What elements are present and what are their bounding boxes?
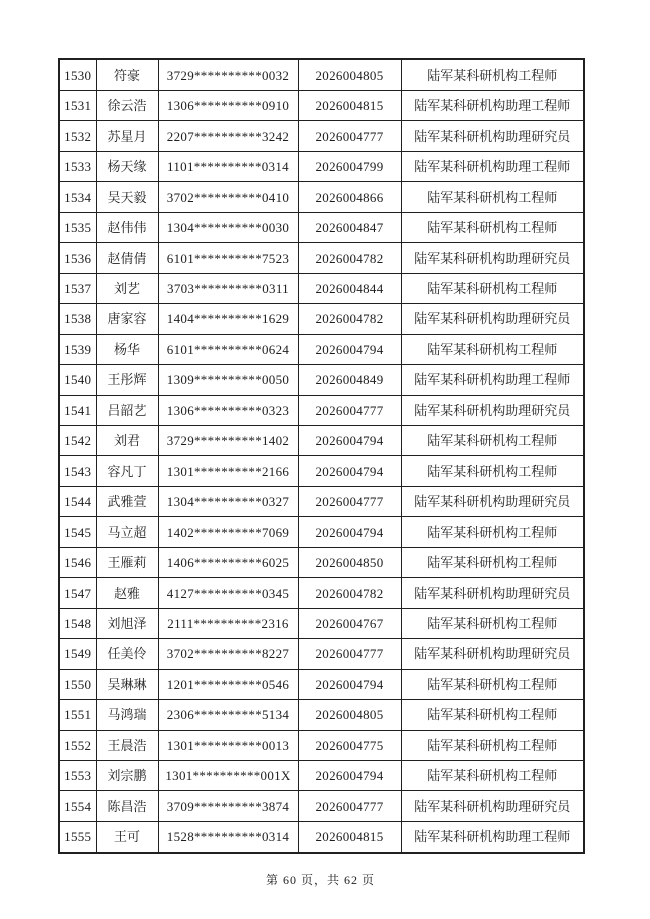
- cell-position: 陆军某科研机构助理工程师: [401, 365, 584, 395]
- cell-id-number: 1402**********7069: [158, 517, 298, 547]
- table-row: [59, 578, 584, 608]
- cell-id-number: 1201**********0546: [158, 669, 298, 699]
- cell-exam-code: 2026004849: [298, 365, 401, 395]
- cell-name: 吴天毅: [96, 182, 158, 212]
- cell-name: 王可: [96, 821, 158, 853]
- cell-row-number: 1538: [59, 304, 96, 334]
- cell-row-number: 1539: [59, 334, 96, 364]
- cell-row-number: 1549: [59, 639, 96, 669]
- cell-row-number: 1537: [59, 273, 96, 303]
- cell-row-number: 1552: [59, 730, 96, 760]
- cell-id-number: 1309**********0050: [158, 365, 298, 395]
- cell-id-number: 1304**********0327: [158, 486, 298, 516]
- cell-row-number: 1536: [59, 243, 96, 273]
- cell-name: 王雁莉: [96, 547, 158, 577]
- cell-row-number: 1531: [59, 91, 96, 121]
- cell-position: 陆军某科研机构工程师: [401, 730, 584, 760]
- table-row: [59, 151, 584, 181]
- cell-row-number: 1544: [59, 486, 96, 516]
- cell-name: 赵雅: [96, 578, 158, 608]
- cell-id-number: 3729**********1402: [158, 426, 298, 456]
- cell-id-number: 3729**********0032: [158, 59, 298, 91]
- cell-position: 陆军某科研机构助理研究员: [401, 486, 584, 516]
- cell-position: 陆军某科研机构助理研究员: [401, 121, 584, 151]
- cell-name: 马立超: [96, 517, 158, 547]
- cell-row-number: 1545: [59, 517, 96, 547]
- cell-exam-code: 2026004777: [298, 395, 401, 425]
- cell-name: 刘旭泽: [96, 608, 158, 638]
- cell-name: 吕韶艺: [96, 395, 158, 425]
- table-row: [59, 639, 584, 669]
- cell-name: 杨天缘: [96, 151, 158, 181]
- cell-exam-code: 2026004847: [298, 212, 401, 242]
- cell-position: 陆军某科研机构工程师: [401, 669, 584, 699]
- cell-id-number: 1301**********2166: [158, 456, 298, 486]
- cell-exam-code: 2026004805: [298, 59, 401, 91]
- cell-exam-code: 2026004794: [298, 456, 401, 486]
- table-row: [59, 821, 584, 853]
- personnel-roster-table: [58, 58, 585, 854]
- cell-id-number: 2306**********5134: [158, 700, 298, 730]
- cell-position: 陆军某科研机构工程师: [401, 761, 584, 791]
- cell-row-number: 1547: [59, 578, 96, 608]
- cell-id-number: 1306**********0323: [158, 395, 298, 425]
- cell-row-number: 1551: [59, 700, 96, 730]
- cell-position: 陆军某科研机构助理研究员: [401, 791, 584, 821]
- cell-name: 徐云浩: [96, 91, 158, 121]
- cell-position: 陆军某科研机构助理工程师: [401, 151, 584, 181]
- cell-position: 陆军某科研机构助理研究员: [401, 304, 584, 334]
- cell-exam-code: 2026004866: [298, 182, 401, 212]
- cell-name: 赵伟伟: [96, 212, 158, 242]
- cell-name: 苏星月: [96, 121, 158, 151]
- cell-exam-code: 2026004777: [298, 121, 401, 151]
- cell-position: 陆军某科研机构工程师: [401, 547, 584, 577]
- cell-row-number: 1535: [59, 212, 96, 242]
- cell-id-number: 1101**********0314: [158, 151, 298, 181]
- cell-id-number: 1301**********0013: [158, 730, 298, 760]
- cell-row-number: 1542: [59, 426, 96, 456]
- cell-name: 王晨浩: [96, 730, 158, 760]
- cell-row-number: 1548: [59, 608, 96, 638]
- table-row: [59, 273, 584, 303]
- table-row: [59, 121, 584, 151]
- roster-table-body: [59, 59, 584, 853]
- cell-position: 陆军某科研机构助理研究员: [401, 639, 584, 669]
- cell-position: 陆军某科研机构工程师: [401, 334, 584, 364]
- cell-name: 刘艺: [96, 273, 158, 303]
- cell-name: 吴琳琳: [96, 669, 158, 699]
- cell-row-number: 1534: [59, 182, 96, 212]
- cell-id-number: 6101**********7523: [158, 243, 298, 273]
- cell-position: 陆军某科研机构工程师: [401, 608, 584, 638]
- cell-position: 陆军某科研机构工程师: [401, 517, 584, 547]
- cell-exam-code: 2026004777: [298, 639, 401, 669]
- cell-name: 任美伶: [96, 639, 158, 669]
- cell-position: 陆军某科研机构工程师: [401, 700, 584, 730]
- cell-exam-code: 2026004794: [298, 761, 401, 791]
- table-row: [59, 791, 584, 821]
- cell-row-number: 1546: [59, 547, 96, 577]
- cell-row-number: 1553: [59, 761, 96, 791]
- cell-id-number: 3709**********3874: [158, 791, 298, 821]
- cell-exam-code: 2026004782: [298, 304, 401, 334]
- cell-name: 王彤辉: [96, 365, 158, 395]
- page-footer: 第 60 页，共 62 页: [265, 873, 375, 887]
- cell-position: 陆军某科研机构助理工程师: [401, 91, 584, 121]
- cell-exam-code: 2026004794: [298, 517, 401, 547]
- cell-exam-code: 2026004794: [298, 669, 401, 699]
- cell-row-number: 1530: [59, 59, 96, 91]
- table-row: [59, 669, 584, 699]
- cell-id-number: 1404**********1629: [158, 304, 298, 334]
- cell-id-number: 1304**********0030: [158, 212, 298, 242]
- cell-row-number: 1554: [59, 791, 96, 821]
- cell-row-number: 1550: [59, 669, 96, 699]
- table-row: [59, 700, 584, 730]
- cell-position: 陆军某科研机构工程师: [401, 59, 584, 91]
- cell-name: 容凡丁: [96, 456, 158, 486]
- cell-exam-code: 2026004815: [298, 91, 401, 121]
- cell-exam-code: 2026004777: [298, 791, 401, 821]
- table-row: [59, 608, 584, 638]
- table-row: [59, 243, 584, 273]
- table-row: [59, 547, 584, 577]
- cell-name: 武雅萱: [96, 486, 158, 516]
- cell-name: 马鸿瑞: [96, 700, 158, 730]
- cell-exam-code: 2026004794: [298, 334, 401, 364]
- cell-position: 陆军某科研机构工程师: [401, 212, 584, 242]
- cell-id-number: 3702**********0410: [158, 182, 298, 212]
- cell-exam-code: 2026004782: [298, 243, 401, 273]
- table-row: [59, 91, 584, 121]
- cell-position: 陆军某科研机构助理研究员: [401, 578, 584, 608]
- cell-row-number: 1543: [59, 456, 96, 486]
- cell-id-number: 3703**********0311: [158, 273, 298, 303]
- table-row: [59, 304, 584, 334]
- table-row: [59, 426, 584, 456]
- table-row: [59, 730, 584, 760]
- cell-exam-code: 2026004799: [298, 151, 401, 181]
- cell-row-number: 1533: [59, 151, 96, 181]
- table-row: [59, 182, 584, 212]
- table-row: [59, 456, 584, 486]
- cell-position: 陆军某科研机构工程师: [401, 273, 584, 303]
- cell-name: 陈昌浩: [96, 791, 158, 821]
- cell-position: 陆军某科研机构助理研究员: [401, 395, 584, 425]
- cell-row-number: 1555: [59, 821, 96, 853]
- cell-exam-code: 2026004850: [298, 547, 401, 577]
- table-row: [59, 59, 584, 91]
- cell-row-number: 1532: [59, 121, 96, 151]
- cell-id-number: 2207**********3242: [158, 121, 298, 151]
- cell-position: 陆军某科研机构工程师: [401, 426, 584, 456]
- cell-exam-code: 2026004775: [298, 730, 401, 760]
- cell-position: 陆军某科研机构工程师: [401, 456, 584, 486]
- cell-id-number: 3702**********8227: [158, 639, 298, 669]
- table-row: [59, 761, 584, 791]
- table-row: [59, 212, 584, 242]
- cell-position: 陆军某科研机构助理研究员: [401, 243, 584, 273]
- cell-name: 唐家容: [96, 304, 158, 334]
- cell-name: 符豪: [96, 59, 158, 91]
- cell-row-number: 1540: [59, 365, 96, 395]
- cell-row-number: 1541: [59, 395, 96, 425]
- cell-position: 陆军某科研机构助理工程师: [401, 821, 584, 853]
- cell-id-number: 1306**********0910: [158, 91, 298, 121]
- table-row: [59, 517, 584, 547]
- cell-exam-code: 2026004767: [298, 608, 401, 638]
- cell-exam-code: 2026004782: [298, 578, 401, 608]
- table-row: [59, 365, 584, 395]
- cell-name: 赵倩倩: [96, 243, 158, 273]
- cell-exam-code: 2026004777: [298, 486, 401, 516]
- cell-exam-code: 2026004805: [298, 700, 401, 730]
- cell-id-number: 1528**********0314: [158, 821, 298, 853]
- cell-name: 刘宗鹏: [96, 761, 158, 791]
- cell-name: 杨华: [96, 334, 158, 364]
- table-row: [59, 486, 584, 516]
- table-row: [59, 395, 584, 425]
- cell-exam-code: 2026004815: [298, 821, 401, 853]
- cell-id-number: 6101**********0624: [158, 334, 298, 364]
- cell-exam-code: 2026004794: [298, 426, 401, 456]
- cell-id-number: 4127**********0345: [158, 578, 298, 608]
- cell-position: 陆军某科研机构工程师: [401, 182, 584, 212]
- cell-id-number: 1301**********001X: [158, 761, 298, 791]
- cell-id-number: 2111**********2316: [158, 608, 298, 638]
- cell-exam-code: 2026004844: [298, 273, 401, 303]
- table-row: [59, 334, 584, 364]
- cell-name: 刘君: [96, 426, 158, 456]
- cell-id-number: 1406**********6025: [158, 547, 298, 577]
